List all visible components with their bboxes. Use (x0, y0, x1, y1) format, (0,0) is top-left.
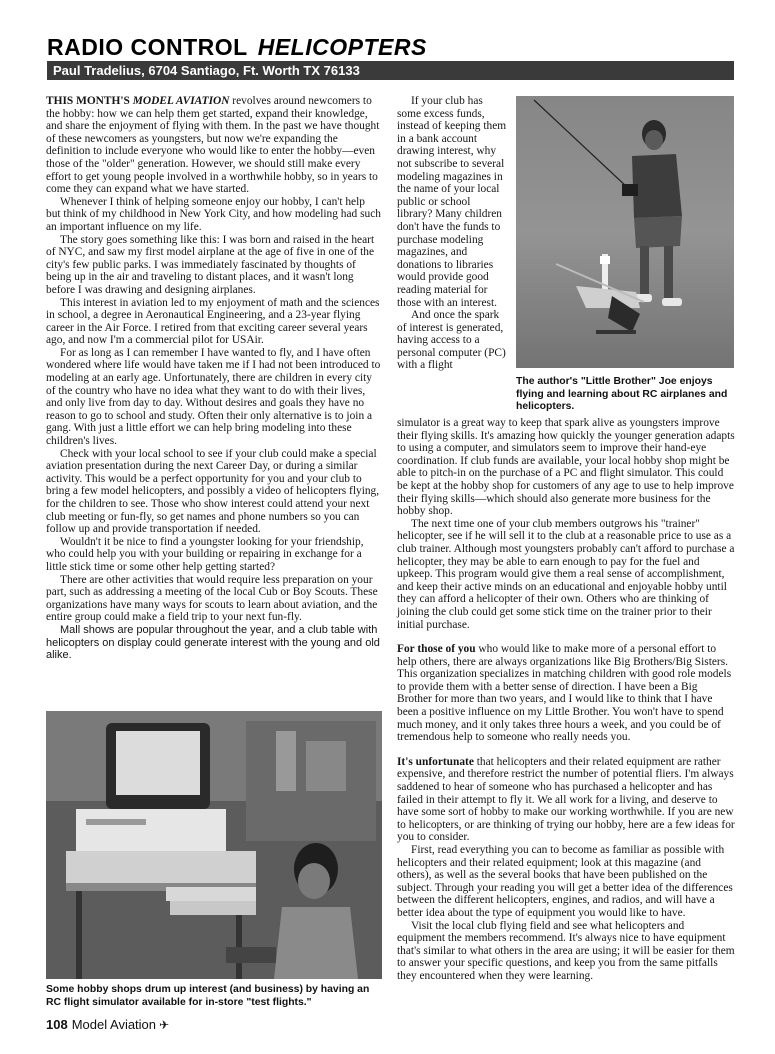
simulator-photo-illustration (46, 711, 382, 979)
paragraph: For those of you who would like to make more of a personal effort to help others, there are always organizations like Big Brothers/Big Sisters. This organization specializes in matching children with good role models to provide them with a better sense of direction. I have been a Big Brother for more than two years, and I would like to think that I have been a positive influence on my Little Brother. You won't have to spend much money, and it only takes three hours a week, and you could be of tremendous help to someone who really needs you. (397, 643, 732, 744)
airplane-icon: ✈ (159, 1018, 170, 1032)
paragraph: Wouldn't it be nice to find a youngster looking for your friendship, who could help you with your building or repairing in exchange for a little stick time or some other help getting started? (46, 535, 364, 573)
paragraph: For as long as I can remember I have wanted to fly, and I have often wondered where life would have taken me if I had not been introduced to modeling at an early age. Unfortunately, there are children in every city of the country who have no idea what they want to do with their lives, and only live from day to day. Without desires and goals they have no reason to go to school and study. Often their only alternative is to join a gang. With just a little effort we can help bring modeling into these children's lives. (46, 346, 381, 448)
paragraph: Whenever I think of helping someone enjoy our hobby, I can't help but think of my childhood in New York City, and how modeling had such an important influence on my life. (46, 195, 381, 233)
title-italic: HELICOPTERS (257, 34, 427, 60)
paragraph: First, read everything you can to become as familiar as possible with helicopters and their related equipment; look at this magazine (and others), as well as the several books that have been published on the subject. Through your reading you will get a better idea of the differences between the different helicopters, engines, and radios, and will have a better idea about the type of equipment you would like to have. (397, 844, 733, 919)
photo-flight-simulator (46, 711, 382, 979)
paragraph: Visit the local club flying field and see what helicopters and equipment the members recommend. It's always nice to have equipment that's similar to what others in the area are using; it will be easier for them to answer your specific questions, and keep you from the same pitfalls they encountered when they were learning. (397, 919, 735, 982)
paragraph: THIS MONTH'S MODEL AVIATION revolves around newcomers to the hobby: how we can help them get started, expand their knowledge, and share the enjoyment of flying with them. In the past we have thought of these newcomers as youngsters, but now we're expanding the definition to include everyone who would like to enter the hobby—even those of the "older" generation. However, we should still make every effort to get young people involved in a worthwhile hobby, so in years to come they can expand what we have started. (46, 95, 380, 196)
title-plain: RADIO CONTROL (47, 34, 248, 60)
paragraph: The next time one of your club members outgrows his "trainer" helicopter, see if he will sell it to the club at a reasonable price to use as a club trainer. Although most youngsters probably can't afford to purchase a helicopter, they may be able to earn enough to pay for the fuel and upkeep. This program would give them a real sense of accomplishment, and keep their active minds on an educational and enjoyable hobby until they can afford a helicopter of their own. Others who are thinking of joining the club could get some stick time on the trainer prior to their initial purchase. (397, 517, 735, 631)
caption-bottom-photo: Some hobby shops drum up interest (and business) by having an RC flight simulator available for in-store "test flights." (46, 984, 370, 1008)
lead-in: THIS MONTH'S MODEL AVIATION (46, 95, 230, 107)
byline-bar: Paul Tradelius, 6704 Santiago, Ft. Worth TX 76133 (47, 61, 734, 80)
article-column-left (46, 95, 382, 662)
lead-in: For those of you (397, 643, 476, 656)
paragraph: This interest in aviation led to my enjoyment of math and the sciences in school, a degree in Aeronautical Engineering, and a 23-year flying career in the Air Force. I retired from that exciting career several years ago, and now I'm a commercial pilot for USAir. (46, 296, 380, 347)
article-column-right (397, 417, 735, 983)
paragraph: If your club has some excess funds, instead of keeping them in a bank account drawing interest, why not subscribe to several modeling magazines in the name of your local public or school library? Many children don't have the funds to purchase modeling magazines, and donations to libraries would provide good reading material for those with an interest. (397, 95, 507, 309)
paragraph: simulator is a great way to keep that spark alive as youngsters improve their flying skills. It's amazing how quickly the younger generation adapts to using a computer, and simulators seem to improve their hand-eye coordination. If club funds are available, your local hobby shop might be able to pitch-in on the purchase of a PC and flight simulator. This could be kept at the hobby shop for customers of any age to use to help improve their flying skills—which should also generate more business for the hobby shop. (397, 417, 735, 518)
paragraph: It's unfortunate that helicopters and their related equipment are rather expensive, and therefore restrict the number of potential fliers. I'm always saddened to hear of someone who has purchased a helicopter and has failed in their attempt to fly it. We all work for a living, and deserve to have some sort of hobby to make our working worthwhile. If you are new to helicopters, or are thinking of trying our hobby, here are a few ideas for you to consider. (397, 755, 735, 844)
paragraph: The story goes something like this: I was born and raised in the heart of NYC, and saw my first model airplane at the age of five in one of the city's few public parks. I was immediately fascinated by thoughts of being up in the air and traveling to distant places, and it wasn't long before I was drawing and designing airplanes. (46, 233, 375, 296)
paragraph: Check with your local school to see if your club could make a special aviation presentation during the next Career Day, or during a similar activity. This would be a perfect opportunity for you and your club to bring a few model helicopters, and possibly a video of helicopters flying, for the children to see. Those who show interest could attend your next club meeting or fun-fly, so get names and phone numbers so you can follow up and provide transportation if needed. (46, 447, 380, 536)
paragraph: Mall shows are popular throughout the year, and a club table with helicopters on display could generate interest with the young and old alike. (46, 623, 380, 662)
paragraph: And once the spark of interest is generated, having access to a personal computer (PC) with a flight (397, 309, 506, 372)
page-number: 108 (46, 1017, 68, 1032)
page-footer (46, 1017, 169, 1032)
page-title (47, 34, 427, 61)
paragraph: There are other activities that would require less preparation on your part, such as addressing a meeting of the local Cub or Boy Scouts. These organizations have many ways for scouts to learn about aviation, and the entire group could make a field trip to your next fun-fly. (46, 573, 378, 624)
photo-boy-with-helicopter (516, 96, 734, 368)
helicopter-photo-illustration (516, 96, 734, 368)
magazine-name: Model Aviation (71, 1017, 157, 1032)
caption-top-photo: The author's "Little Brother" Joe enjoys flying and learning about RC airplanes and helicopters. (516, 376, 728, 412)
article-column-narrow (397, 95, 507, 372)
lead-in: It's unfortunate (397, 755, 474, 768)
